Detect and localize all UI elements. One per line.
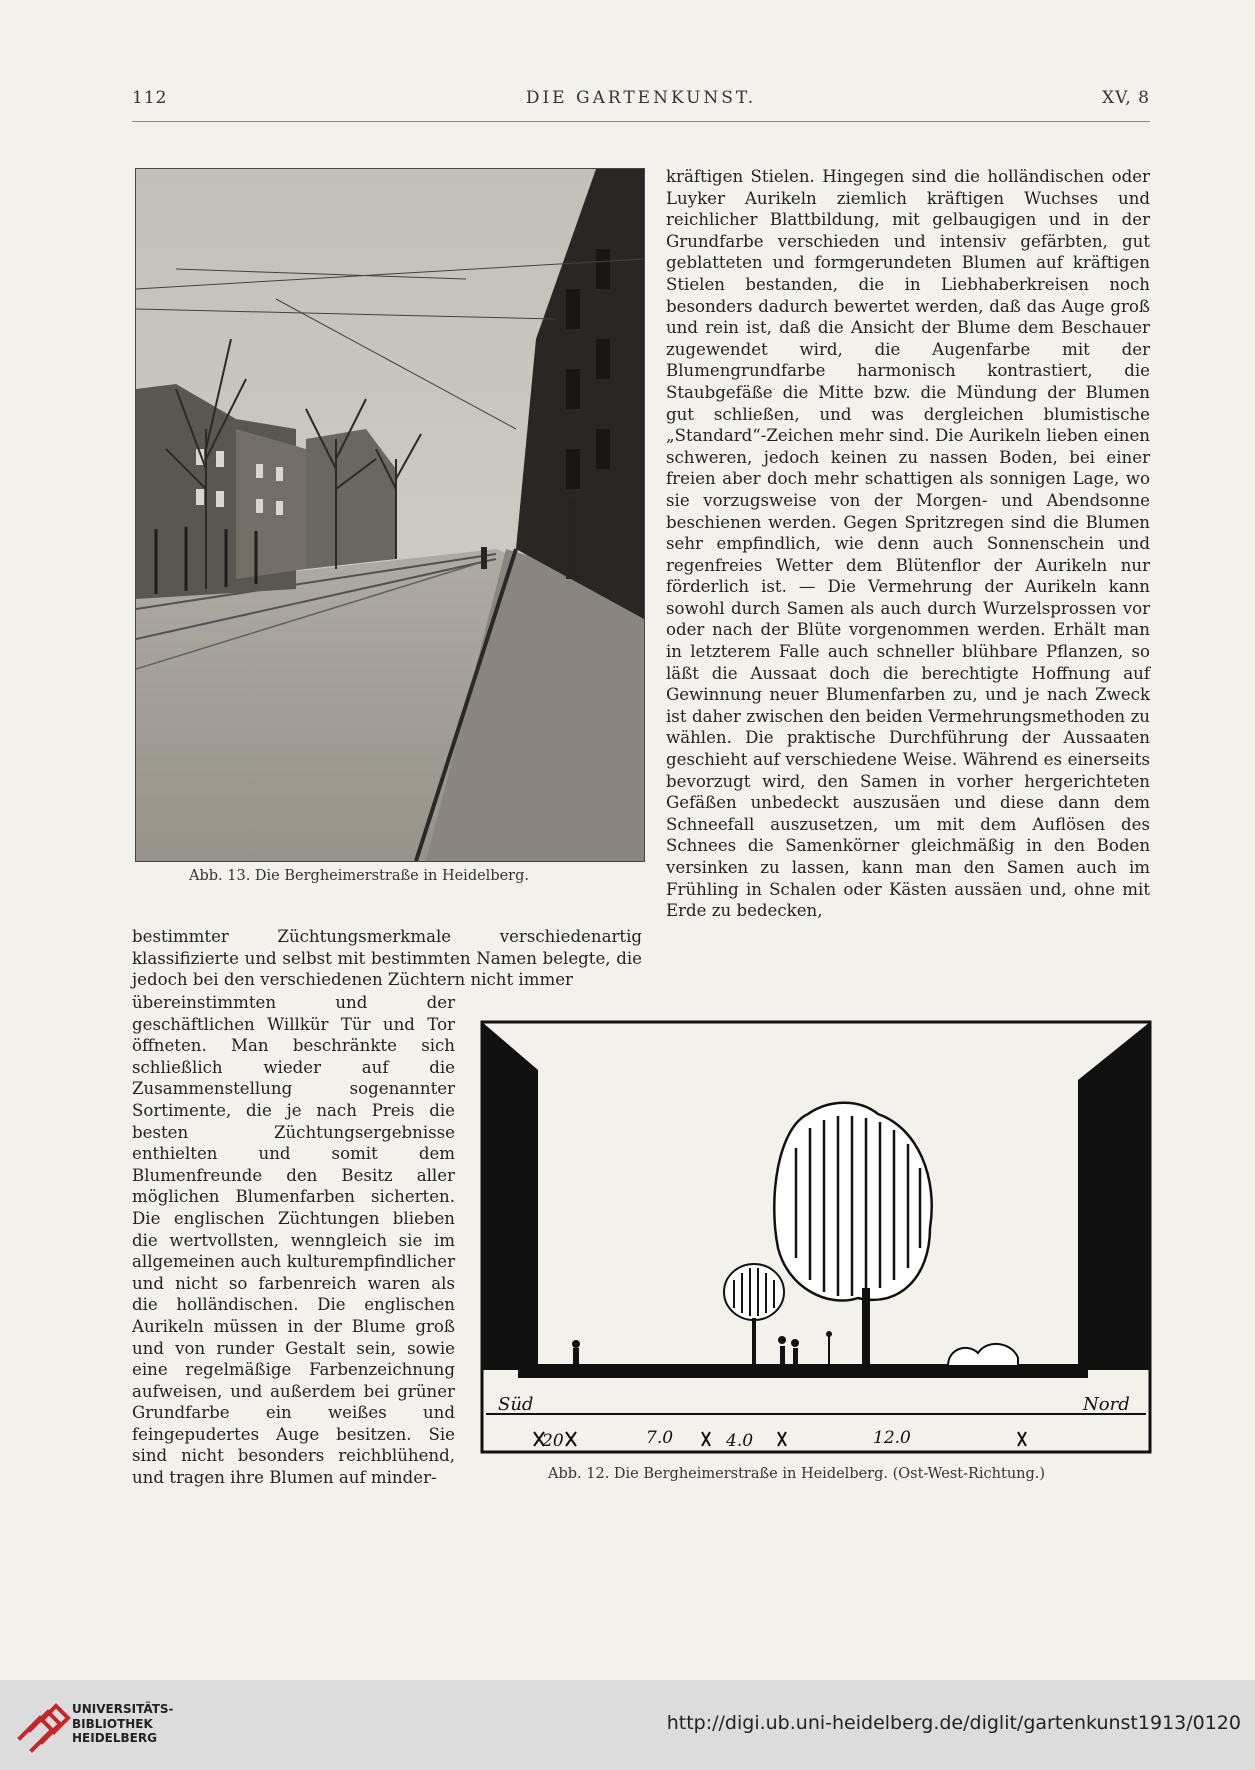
left-column-text-wide: bestimmter Züchtungsmerkmale verschiedenartig klassifizierte und selbst mit bestimmten Namen belegte, die jedoch bei den verschiedenen Züchtern nicht immer — [132, 927, 642, 990]
street-cross-section-diagram — [478, 1018, 1154, 1456]
running-header — [132, 88, 1150, 114]
dimension-20: 20 — [542, 1431, 564, 1451]
library-name — [72, 1702, 174, 1746]
header-rule — [132, 121, 1150, 122]
street-photo — [135, 168, 645, 862]
university-library-logo-icon — [14, 1698, 72, 1756]
permalink-url[interactable]: http://digi.ub.uni-heidelberg.de/diglit/gartenkunst1913/0120 — [666, 1712, 1241, 1734]
diagram-label-north: Nord — [1083, 1394, 1130, 1415]
paragraph: kräftigen Stielen. Hingegen sind die holländischen oder Luyker Aurikeln ziemlich kräftigen Wuchses und reichlicher Blattbildung, mit gelbaugigen und in der Grundfarbe verschieden und intensiv gefärbten, gut geblatteten und formgerundeten Blumen auf kräftigen Stielen bestanden, die in Liebhaberkreisen noch besonders dadurch bewertet werden, daß das Auge groß und rein ist, daß die Ansicht der Blume dem Beschauer zugewendet wird, die Augenfarbe mit der Blumengrundfarbe harmonisch kontrastiert, die Staubgefäße die Mitte bzw. die Mündung der Blumen gut schließen, und was dergleichen blumistische „Standard“-Zeichen mehr sind. Die Aurikeln lieben einen schweren, jedoch keinen zu nassen Boden, bei einer freien aber doch mehr schattigen als sonnigen Lage, wo sie vorzugsweise von der Morgen- und Abendsonne beschienen werden. Gegen Spritzregen sind die Blumen sehr empfindlich, wie denn auch Sonnenschein und regenfreies Wetter dem Blütenflor der Aurikeln nur förderlich ist. — Die Vermehrung der Aurikeln kann sowohl durch Samen als auch durch Wurzelsprossen vor oder nach der Blüte vorgenommen werden. Erhält man in letzterem Falle auch schneller blühbare Pflanzen, so läßt die Aussaat doch die berechtigte Hoffnung auf Gewinnung neuer Blumenfarben zu, und je nach Zweck ist daher zwischen den beiden Vermehrungsmethoden zu wählen. Die praktische Durchführung der Aussaaten geschieht auf verschiedene Weise. Während es einerseits bevorzugt wird, den Samen in vorher hergerichteten Gefäßen unbedeckt auszusäen und diese dann dem Schneefall auszusetzen, um mit dem Auflösen des Schnees die Samenkörner gleichmäßig in den Boden versinken zu lassen, kann man den Samen auch im Frühling in Schalen oder Kästen aussäen und, ohne mit Erde zu bedecken, — [666, 167, 1150, 921]
dimension-12: 12.0 — [873, 1428, 911, 1448]
diagram-caption: Abb. 12. Die Bergheimerstraße in Heidelberg. (Ost-West-Richtung.) — [548, 1466, 1046, 1482]
page-number: 112 — [132, 88, 168, 108]
journal-title: DIE GARTENKUNST. — [525, 88, 757, 108]
right-column-text — [666, 166, 1150, 996]
dimension-4: 4.0 — [726, 1431, 754, 1451]
left-column-text-narrow: übereinstimmten und der geschäftlichen Willkür Tür und Tor öffneten. Man beschränkte sich schließlich wieder auf die Zusammenstellung sogenannter Sortimente, die je nach Preis die besten Züchtungsergebnisse enthielten und somit dem Blumenfreunde den Besitz aller möglichen Blumenfarben sicherten. Die englischen Züchtungen blieben die wertvollsten, wenngleich sie im allgemeinen auch kulturempfindlicher und nicht so farbenreich waren als die holländischen. Die englischen Aurikeln müssen in der Blume groß und von runder Gestalt sein, sowie eine regelmäßige Farbenzeichnung aufweisen, und außerdem bei grüner Grundfarbe ein weißes und feingepudertes Auge besitzen. Sie sind nicht besonders reichblühend, und tragen ihre Blumen auf minder- — [132, 993, 455, 1488]
diagram-label-south: Süd — [498, 1394, 534, 1415]
library-name-line-3: HEIDELBERG — [72, 1731, 157, 1745]
library-name-line-2: BIBLIOTHEK — [72, 1716, 153, 1731]
photo-caption: Abb. 13. Die Bergheimerstraße in Heidelberg. — [189, 868, 529, 884]
library-name-line-1: UNIVERSITÄTS- — [72, 1702, 174, 1716]
library-footer — [0, 1680, 1255, 1770]
volume-number: XV, 8 — [1101, 88, 1150, 108]
dimension-7: 7.0 — [646, 1428, 674, 1448]
